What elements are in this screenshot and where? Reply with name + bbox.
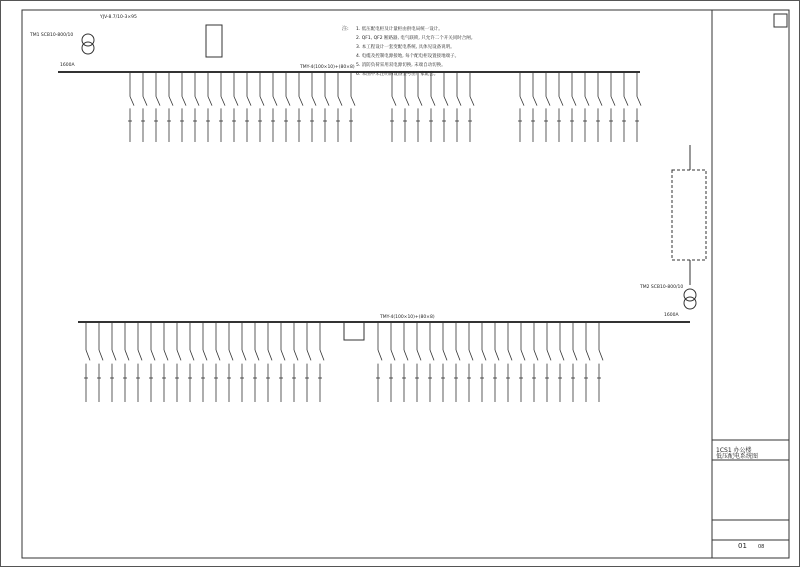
drawing-title: 低压配电系统图 xyxy=(716,453,759,460)
outer-frame xyxy=(1,1,800,567)
project-name: 1CS1 办公楼 xyxy=(716,447,752,454)
bottom-transformer-label: TM2 SCB10-800/10 xyxy=(640,285,684,290)
top-main-breaker-label: 1600A xyxy=(60,63,75,68)
top-transformer-label: TM1 SCB10-800/10 xyxy=(30,33,74,38)
note-item: 5. 消防负荷采用双电源切换, 末端自动切换。 xyxy=(356,63,446,68)
note-item: 4. 电缆及控制电源接地, 每个配电柜设置接地端子。 xyxy=(356,54,460,59)
notes-heading: 注: xyxy=(342,26,349,32)
top-busbar-label: TMY-4(100×10)+(80×8) xyxy=(300,65,355,70)
note-item: 1. 低压配电柜及计量柜由供电局统一设计。 xyxy=(356,27,443,32)
sheet-total: 08 xyxy=(758,544,765,550)
sheet-number: 01 xyxy=(738,542,747,550)
note-item: 6. 本图中未注明的设备型号由厂家配套。 xyxy=(356,72,439,77)
note-item: 2. QF1, QF2 断路器, 电气联锁, 只允许二个开关同时合闸。 xyxy=(356,36,476,41)
bottom-main-breaker-label: 1600A xyxy=(664,313,679,318)
top-incoming-label: YJV-8.7/10-3×95 xyxy=(100,15,137,20)
note-item: 3. 本工程设计一套变配电系统, 具体见设备说明。 xyxy=(356,45,455,50)
bottom-busbar-label: TMY-4(100×10)+(80×8) xyxy=(380,315,435,320)
